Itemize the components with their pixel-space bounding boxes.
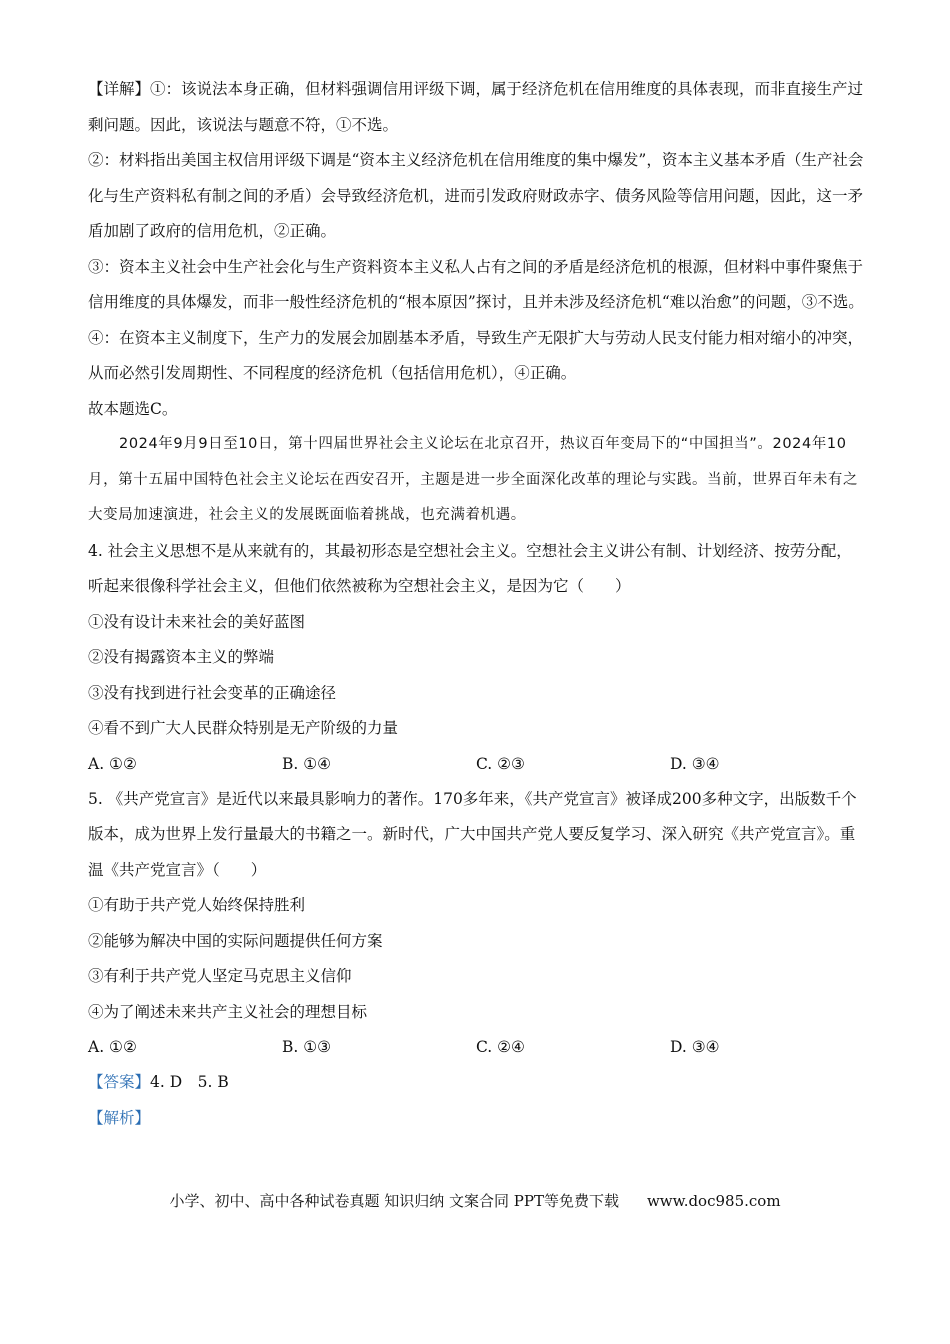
q5-item-4: ④为了阐述未来共产主义社会的理想目标	[88, 1002, 368, 1021]
page-footer	[0, 1186, 950, 1216]
q5-item-1: ①有助于共产党人始终保持胜利	[88, 896, 306, 914]
document-body	[88, 72, 864, 1136]
detail-p4: ④：在资本主义制度下，生产力的发展会加剧基本矛盾，导致生产无限扩大与劳动人民支付能力相对缩小的冲突，从而必然引发周期性、不同程度的经济危机（包括信用危机），④正确。	[88, 328, 864, 382]
answer-line	[88, 1065, 864, 1101]
q4-option-c: C. ②③	[476, 754, 525, 773]
q4-item-4: ④看不到广大人民群众特别是无产阶级的力量	[88, 719, 399, 737]
q5-options	[88, 1030, 864, 1065]
detail-p1-text: ①：该说法本身正确，但材料强调信用评级下调，属于经济危机在信用维度的具体表现，而非直接生产过剩问题。因此，该说法与题意不符，①不选。	[88, 80, 864, 134]
q4-item-1: ①没有设计未来社会的美好蓝图	[88, 612, 306, 631]
analysis-label: 【解析】	[88, 1108, 151, 1127]
material-paragraph: 2024年9月9日至10日，第十四届世界社会主义论坛在北京召开，热议百年变局下的“中国担当”。2024年10月，第十五届中国特色社会主义论坛在西安召开，主题是进一步全面深化改革的理论与实践。当前，世界百年未有之大变局加速演进，社会主义的发展既面临着挑战，也充满着机遇。	[88, 436, 859, 523]
detail-conclusion: 故本题选C。	[88, 399, 178, 418]
footer-text: 小学、初中、高中各种试卷真题 知识归纳 文案合同 PPT等免费下载	[169, 1192, 619, 1210]
q4-item-3: ③没有找到进行社会变革的正确途径	[88, 683, 337, 702]
q4-option-a: A. ①②	[88, 754, 137, 773]
q5-stem: 5. 《共产党宣言》是近代以来最具影响力的著作。170多年来，《共产党宣言》被译成200多种文字，出版数千个版本，成为世界上发行量最大的书籍之一。新时代，广大中国共产党人要反复学习、深入研究《共产党宣言》。重温《共产党宣言》（ ）	[88, 789, 857, 879]
analysis-line	[88, 1101, 864, 1137]
q4-option-d: D. ③④	[670, 754, 720, 773]
detail-p3: ③：资本主义社会中生产社会化与生产资料资本主义私人占有之间的矛盾是经济危机的根源，但材料中事件聚焦于信用维度的具体爆发，而非一般性经济危机的“根本原因”探讨，且并未涉及经济危机“难以治愈”的问题，③不选。	[88, 257, 864, 311]
detail-p1	[88, 72, 864, 143]
q5-option-b: B. ①③	[282, 1038, 332, 1056]
q4-stem: 4. 社会主义思想不是从来就有的，其最初形态是空想社会主义。空想社会主义讲公有制、计划经济、按劳分配，听起来很像科学社会主义，但他们依然被称为空想社会主义，是因为它（ ）	[88, 541, 852, 595]
q5-option-d: D. ③④	[670, 1038, 720, 1056]
answer-label: 【答案】	[88, 1073, 151, 1091]
detail-p2: ②：材料指出美国主权信用评级下调是“资本主义经济危机在信用维度的集中爆发”，资本主义基本矛盾（生产社会化与生产资料私有制之间的矛盾）会导致经济危机，进而引发政府财政赤字、债务风险等信用问题，因此，这一矛盾加剧了政府的信用危机，②正确。	[88, 151, 864, 240]
q5-option-c: C. ②④	[476, 1038, 525, 1056]
footer-url[interactable]: www.doc985.com	[646, 1192, 781, 1210]
q4-options	[88, 747, 864, 782]
q4-option-b: B. ①④	[282, 754, 332, 773]
q5-option-a: A. ①②	[88, 1038, 137, 1056]
q5-item-3: ③有利于共产党人坚定马克思主义信仰	[88, 967, 352, 985]
q4-item-2: ②没有揭露资本主义的弊端	[88, 648, 275, 666]
q5-item-2: ②能够为解决中国的实际问题提供任何方案	[88, 931, 383, 950]
answer-text: 4. D 5. B	[150, 1073, 229, 1091]
detail-label: 【详解】	[88, 80, 151, 98]
